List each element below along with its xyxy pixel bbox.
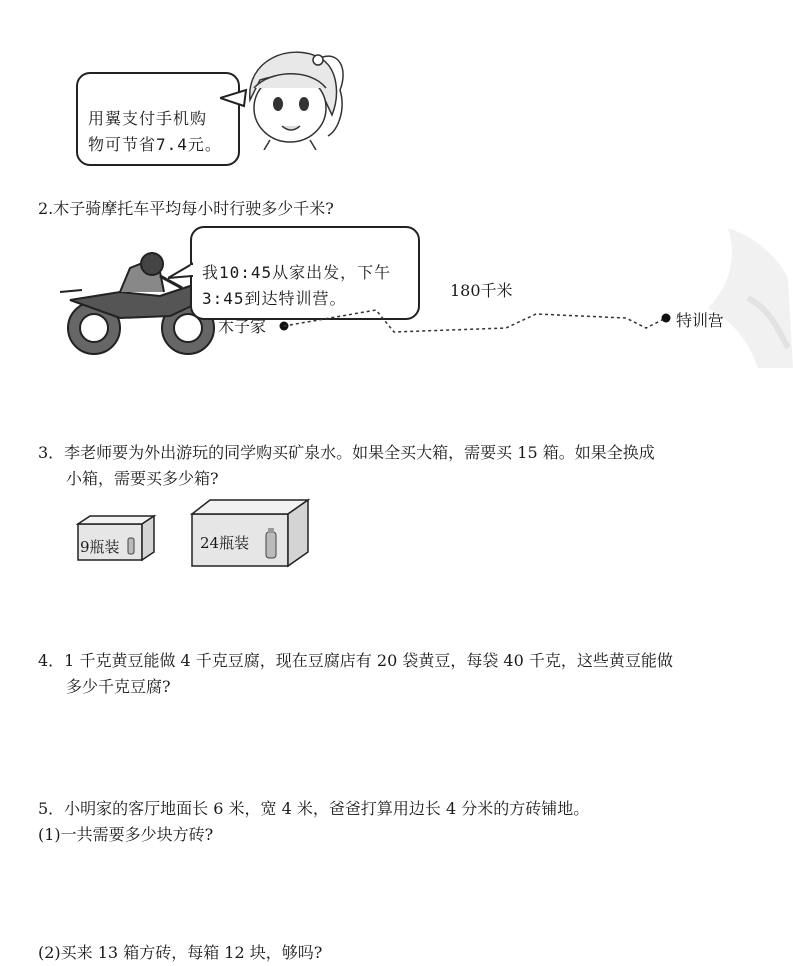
- q2-bubble-text: 我10:45从家出发，下午 3:45到达特训营。: [202, 263, 392, 308]
- q3-question-line1: 3．李老师要为外出游玩的同学购买矿泉水。如果全买大箱，需要买 15 箱。如果全换成: [38, 443, 655, 462]
- q5-question-line1: 5．小明家的客厅地面长 6 米，宽 4 米，爸爸打算用边长 4 分米的方砖铺地。: [38, 799, 590, 818]
- q1-speech-bubble: [76, 72, 240, 166]
- distance-label: 180千米: [450, 281, 513, 300]
- q1-bubble-text: 用翼支付手机购 物可节省7.4元。: [88, 109, 222, 154]
- girl-illustration: [220, 40, 350, 150]
- decorative-background-graphic: [688, 218, 793, 368]
- q4-question-line1: 4．1 千克黄豆能做 4 千克豆腐，现在豆腐店有 20 袋黄豆，每袋 40 千克，这些黄豆能做: [38, 651, 673, 670]
- route-line: [276, 300, 676, 340]
- q3-question-line2: 小箱，需要买多少箱?: [66, 469, 219, 488]
- start-point-label: 木子家: [218, 317, 267, 336]
- q4-question-line2: 多少千克豆腐?: [66, 677, 171, 696]
- q5-sub-question-1: (1)一共需要多少块方砖?: [38, 825, 214, 844]
- q2-question: 2.木子骑摩托车平均每小时行驶多少千米?: [38, 199, 334, 218]
- big-box-label: 24瓶装: [200, 534, 250, 552]
- q2-bubble-tail: [168, 262, 194, 282]
- q5-sub-question-2: (2)买来 13 箱方砖，每箱 12 块，够吗?: [38, 943, 323, 962]
- small-box-label: 9瓶装: [80, 538, 120, 556]
- end-point-label: 特训营: [676, 311, 725, 330]
